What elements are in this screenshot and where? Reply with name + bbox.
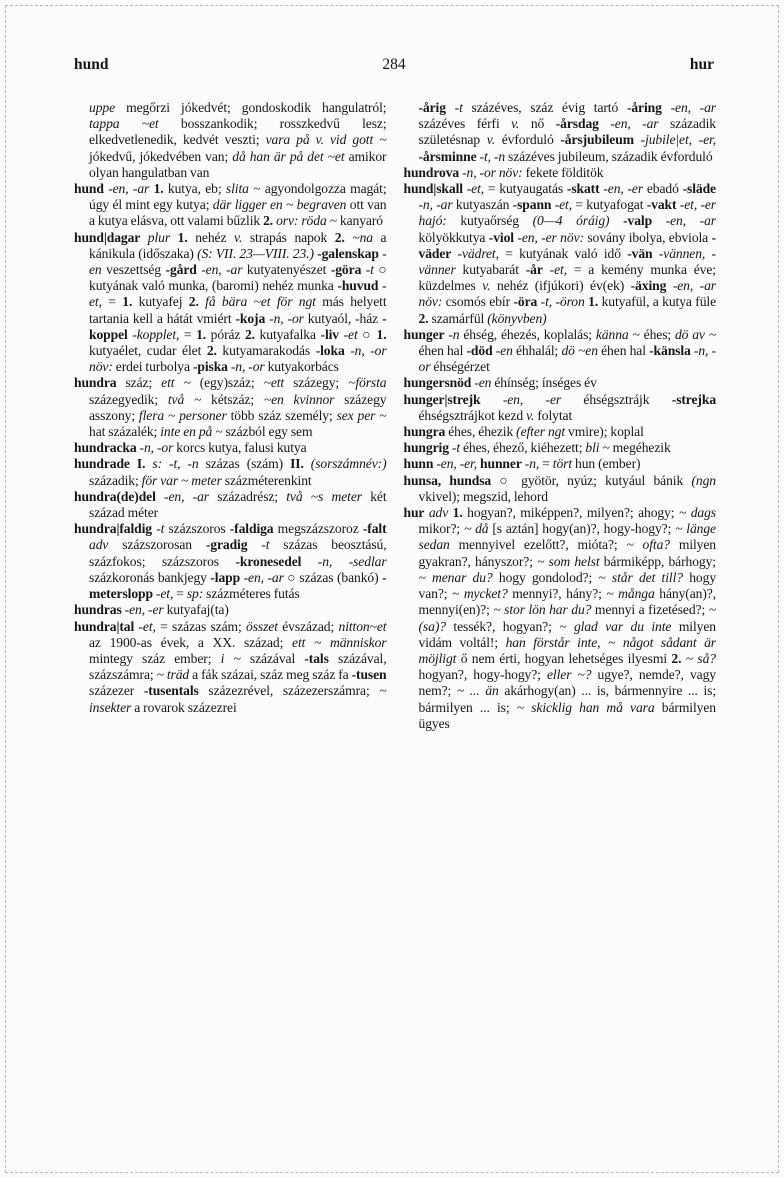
- dictionary-entry: hund -en, -ar 1. kutya, eb; slita ~ agyondolgozza magát; úgy él mint egy kutya; där ligger en ~ begraven ott van a kutya elásva, ott valami bűzlik 2. orv: röda ~ kanyaró: [74, 181, 387, 229]
- dictionary-entry: hund|skall -et, = kutyaugatás -skatt -en, -er ebadó -släde -n, -ar kutyaszán -spann -et, = kutyafogat -vakt -et, -er hajó: kutyaőrség (0—4 óráig) -valp -en, -ar kölyökkutya -viol -en, -er növ: sovány ibolya, ebviola -väder -vädret, = kutyának való idő -vän -vännen, -vänner kutyabarát -år -et, = a kemény munka éve; küzdelmes v. nehéz (ifjúkori) év(ek) -äxing -en, -ar növ: csomós ebír -öra -t, -öron 1. kutyafül, a kutya füle 2. szamárfül (könyvben): [403, 181, 717, 326]
- text-columns: [74, 100, 716, 732]
- dictionary-entry: hundra|tal -et, = százas szám; összet évszázad; nitton~et az 1900-as évek, a XX. század; ett ~ människor mintegy száz ember; i ~ százával -tals százával, százszámra; ~ träd a fák százai, száz meg száz fa -tusen százezer -tusentals százezrével, százezerszámra; ~ insekter a rovarok százezrei: [74, 618, 387, 715]
- entry-continuation: uppe megőrzi jókedvét; gondoskodik hangulatról; tappa ~et bosszankodik; rosszkedvű lesz; elkedvetlenedik, kedvét veszti; vara på v. vid gott ~ jókedvű, jókedvében van; då han är på det ~et amikor olyan hangulatban van: [89, 100, 387, 180]
- dictionary-entry: hunn -en, -er, hunner -n, = tört hun (ember): [403, 456, 641, 472]
- dictionary-entry: hur adv 1. hogyan?, miképpen?, milyen?; ahogy; ~ dags mikor?; ~ då [s aztán] hogy(an)?, hogy-hogy?; ~ länge sedan mennyivel ezelőtt?, mióta?; ~ ofta? milyen gyakran?, hányszor?; ~ som helst bármiképp, bárhogy; ~ menar du? hogy gondolod?; ~ står det till? hogy van?; ~ mycket? mennyi?, hány?; ~ många hány(an)?, mennyi(en)?; ~ stor lön har du? mennyi a fizetésed?; ~ (sa)? tessék?, hogyan?; ~ glad var du inte milyen vidám voltál!; han förstår inte, ~ något sådant är möjligt ő nem érti, hogyan lehetséges ilyesmi 2. ~ så? hogyan?, hogy-hogy?; eller ~? ugye?, nemde?, vagy nem?; ~ ... än akárhogy(an) ... is, bármennyire ... is; bármilyen ... is; ~ skicklig han må vara bármilyen ügyes: [403, 505, 717, 731]
- dictionary-entry: hungersnöd -en éhínség; ínséges év: [403, 375, 597, 391]
- running-head-left-keyword: hund: [74, 56, 109, 73]
- dictionary-entry: hunsa, hundsa ○ gyötör, nyúz; kutyául bánik (ngn vkivel); megszid, lehord: [403, 472, 716, 504]
- dictionary-entry: hungra éhes, éhezik (efter ngt vmire); koplal: [403, 424, 644, 440]
- column-left: [74, 100, 387, 732]
- entry-continuation: -årig -t százéves, száz évig tartó -åring -en, -ar százéves férfi v. nő -årsdag -en, -ar századik születésnap v. évforduló -årsjubileum -jubile|et, -er, -årsminne -t, -n százéves jubileum, századik évforduló: [418, 100, 717, 164]
- dictionary-entry: hundrade I. s: -t, -n százas (szám) II. (sorszámnév:) századik; för var ~ meter százméterenkint: [74, 456, 387, 488]
- running-head: [74, 56, 714, 78]
- dictionary-entry: hundra(de)del -en, -ar századrész; två ~s meter két század méter: [74, 488, 387, 521]
- dictionary-entry: hunger -n éhség, éhezés, koplalás; känna ~ éhes; dö av ~ éhen hal -död -en éhhalál; dö ~en éhen hal -känsla -n, -or éhségérzet: [403, 326, 717, 375]
- page-number: 284: [382, 56, 406, 73]
- dictionary-entry: hunger|strejk -en, -er éhségsztrájk -strejka éhségsztrájkot kezd v. folytat: [403, 391, 717, 423]
- dictionary-entry: hundrova -n, -or növ: fekete földitök: [403, 164, 604, 180]
- column-right: [404, 100, 717, 732]
- dictionary-entry: hundra száz; ett ~ (egy)száz; ~ett százegy; ~första százegyedik; två ~ kétszáz; ~en kvinnor százegy asszony; flera ~ personer több száz személy; sex per ~ hat százalék; inte en på ~ százból egy sem: [74, 375, 387, 440]
- dictionary-entry: hundracka -n, -or korcs kutya, falusi kutya: [74, 440, 307, 456]
- running-head-right-keyword: hur: [689, 56, 714, 73]
- dictionary-entry: hundra|faldig -t százszoros -faldiga megszázszoroz -falt adv százszorosan -gradig -t százas beosztású, százfokos; százszoros -kronesedel -n, -sedlar százkoronás bankjegy -lapp -en, -ar ○ százas (bankó) -meterslopp -et, = sp: százméteres futás: [74, 521, 387, 602]
- dictionary-entry: hundras -en, -er kutyafaj(ta): [74, 602, 229, 618]
- dictionary-entry: hund|dagar plur 1. nehéz v. strapás napok 2. ~na a kánikula (időszaka) (S: VII. 23—VIII. 23.) -galenskap -en veszettség -gård -en, -ar kutyatenyészet -göra -t ○ kutyának való munka, (baromi) nehéz munka -huvud -et, = 1. kutyafej 2. få bära ~et för ngt más helyett tartania kell a hátát vmiért -koja -n, -or kutyaól, -ház -koppel -kopplet, = 1. póráz 2. kutyafalka -liv -et ○ 1. kutyaélet, cudar élet 2. kutyamarakodás -loka -n, -or növ: erdei turbolya -piska -n, -or kutyakorbács: [74, 229, 387, 375]
- dictionary-entry: hungrig -t éhes, éhező, kiéhezett; bli ~ megéhezik: [403, 440, 671, 456]
